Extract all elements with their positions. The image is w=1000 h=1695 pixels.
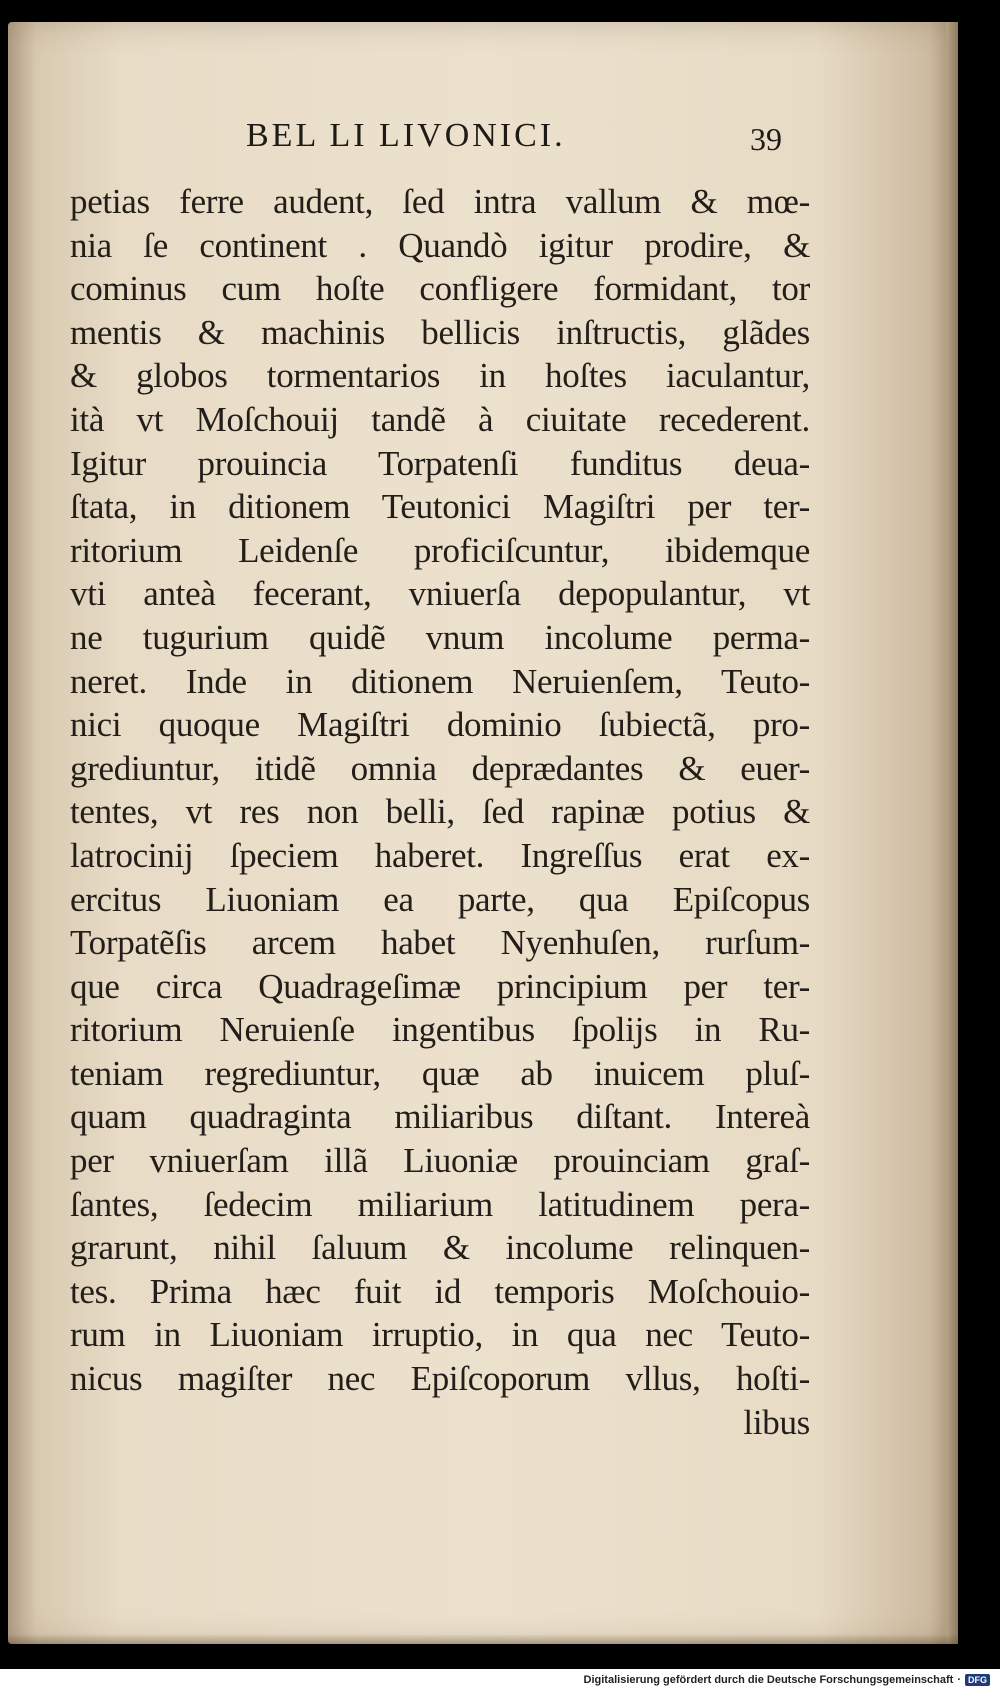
text-line: ità vt Moſchouij tandẽ à ciuitate recederent.: [70, 399, 810, 439]
text-line: petias ferre audent, ſed intra vallum & mœ-: [70, 182, 810, 221]
text-line: tentes, vt res non belli, ſed rapinæ potius &: [70, 792, 810, 832]
text-line: ſtata, in ditionem Teutonici Magiſtri per ter-: [70, 487, 810, 527]
dfg-logo-icon: DFG: [965, 1674, 990, 1686]
book-page: [8, 22, 958, 1644]
text-line: grediuntur, itidẽ omnia deprædantes & euer-: [70, 748, 810, 788]
text-line: ſantes, ſedecim miliarium latitudinem pera-: [70, 1184, 810, 1224]
text-block: [70, 180, 810, 1444]
text-line: Igitur prouincia Torpatenſi funditus deua-: [70, 443, 810, 483]
text-line: nia ſe continent . Quandò igitur prodire, &: [70, 225, 810, 265]
text-line: latrocinij ſpeciem haberet. Ingreſſus erat ex-: [70, 835, 810, 875]
text-line: cominus cum hoſte confligere formidant, tor: [70, 269, 810, 309]
text-line: Torpatẽſis arcem habet Nyenhuſen, rurſum-: [70, 923, 810, 963]
text-line: rum in Liuoniam irruptio, in qua nec Teuto-: [70, 1315, 810, 1355]
page-number: 39: [750, 121, 782, 157]
text-line: nicus magiſter nec Epiſcoporum vllus, hoſti-: [70, 1359, 810, 1399]
text-line: que circa Quadrageſimæ principium per ter-: [70, 966, 810, 1006]
text-line: ercitus Liuoniam ea parte, qua Epiſcopus: [70, 879, 810, 919]
text-line: ritorium Leidenſe proficiſcuntur, ibidemque: [70, 530, 810, 570]
text-line: ritorium Neruienſe ingentibus ſpolijs in Ru-: [70, 1010, 810, 1050]
text-line: per vniuerſam illã Liuoniæ prouinciam graſ-: [70, 1141, 810, 1181]
text-line: mentis & machinis bellicis inſtructis, glãdes: [70, 312, 810, 352]
text-line: & globos tormentarios in hoſtes iaculantur,: [70, 356, 810, 396]
page-edge: [946, 22, 958, 1644]
page-bottom-shadow: [8, 1634, 958, 1644]
running-head: BEL LI LIVONICI.: [246, 117, 566, 154]
catchword: libus: [743, 1402, 810, 1442]
text-line: vti anteà fecerant, vniuerſa depopulantur, vt: [70, 574, 810, 614]
text-line: grarunt, nihil ſaluum & incolume relinquen-: [70, 1228, 810, 1268]
text-line: quam quadraginta miliaribus diſtant. Intereà: [70, 1097, 810, 1137]
text-line: nici quoque Magiſtri dominio ſubiectã, pro-: [70, 705, 810, 745]
text-line: neret. Inde in ditionem Neruienſem, Teuto-: [70, 661, 810, 701]
text-line: teniam regrediuntur, quæ ab inuicem pluſ-: [70, 1053, 810, 1093]
text-line: tes. Prima hæc fuit id temporis Moſchouio-: [70, 1271, 810, 1311]
text-line: ne tugurium quidẽ vnum incolume perma-: [70, 617, 810, 657]
footer-credit: Digitalisierung gefördert durch die Deutsche Forschungsgemeinschaft · DFG: [584, 1674, 990, 1686]
funding-credit-text: Digitalisierung gefördert durch die Deutsche Forschungsgemeinschaft: [583, 1674, 954, 1686]
